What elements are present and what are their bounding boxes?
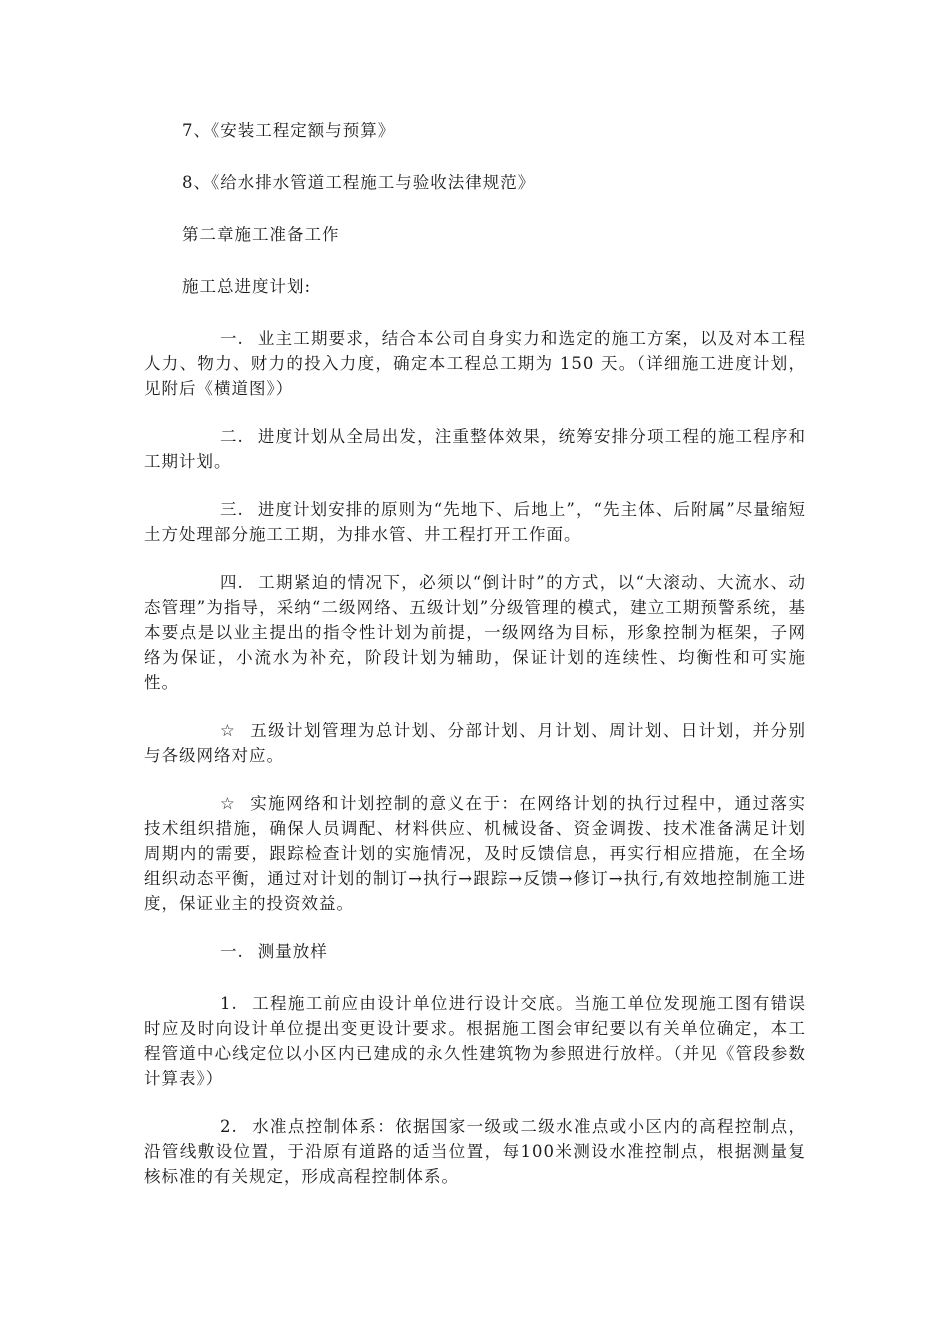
paragraph-text: 进度计划从全局出发，注重整体效果，统筹安排分项工程的施工程序和工期计划。 xyxy=(144,427,806,471)
schedule-point-1 xyxy=(144,326,806,401)
survey-point-1 xyxy=(144,991,806,1091)
paragraph-text: 测量放样 xyxy=(257,942,328,961)
paragraph-prefix: 一. xyxy=(220,329,244,348)
survey-point-2 xyxy=(144,1114,806,1189)
document-body xyxy=(144,118,806,1212)
star-point-five-level-plan xyxy=(144,718,806,768)
section-heading xyxy=(144,274,806,299)
paragraph-text: 水准点控制体系：依据国家一级或二级水准点或小区内的高程控制点，沿管线敷设位置，于沿原有道路的适当位置，每100米测设水准控制点，根据测量复核标准的有关规定，形成高程控制体系。 xyxy=(144,1117,806,1186)
schedule-point-2 xyxy=(144,424,806,474)
paragraph-text: 五级计划管理为总计划、分部计划、月计划、周计划、日计划，并分别与各级网络对应。 xyxy=(144,721,806,765)
paragraph-prefix: 二. xyxy=(220,427,244,446)
paragraph-text: 7、《安装工程定额与预算》 xyxy=(182,121,396,140)
paragraph-text: 第二章施工准备工作 xyxy=(182,225,340,244)
reference-item-8 xyxy=(144,170,806,195)
paragraph-prefix: 三. xyxy=(220,500,244,519)
schedule-point-4 xyxy=(144,570,806,695)
star-icon: ☆ xyxy=(220,721,236,740)
paragraph-text: 进度计划安排的原则为“先地下、后地上”，“先主体、后附属”尽量缩短土方处理部分施工工期，为排水管、井工程打开工作面。 xyxy=(144,500,806,544)
star-icon: ☆ xyxy=(220,794,236,813)
paragraph-prefix: 一. xyxy=(220,942,244,961)
chapter-heading xyxy=(144,222,806,247)
paragraph-text: 工程施工前应由设计单位进行设计交底。当施工单位发现施工图有错误时应及时向设计单位提出变更设计要求。根据施工图会审纪要以有关单位确定，本工程管道中心线定位以小区内已建成的永久性建筑物为参照进行放样。（并见《管段参数计算表》） xyxy=(144,994,806,1088)
paragraph-text: 实施网络和计划控制的意义在于：在网络计划的执行过程中，通过落实技术组织措施，确保人员调配、材料供应、机械设备、资金调拨、技术准备满足计划周期内的需要，跟踪检查计划的实施情况，及时反馈信息，再实行相应措施，在全场组织动态平衡，通过对计划的制订→执行→跟踪→反馈→修订→执行,有效地控制施工进度，保证业主的投资效益。 xyxy=(144,794,806,913)
paragraph-text: 施工总进度计划: xyxy=(182,277,312,296)
paragraph-prefix: 1. xyxy=(220,994,238,1013)
schedule-point-3 xyxy=(144,497,806,547)
survey-heading xyxy=(144,939,806,964)
paragraph-prefix: 四. xyxy=(220,573,244,592)
star-point-network-control xyxy=(144,791,806,916)
paragraph-text: 8、《给水排水管道工程施工与验收法律规范》 xyxy=(182,173,536,192)
paragraph-prefix: 2. xyxy=(220,1117,238,1136)
reference-item-7 xyxy=(144,118,806,143)
paragraph-text: 工期紧迫的情况下，必须以“倒计时”的方式，以“大滚动、大流水、动态管理”为指导，采纳“二级网络、五级计划”分级管理的模式，建立工期预警系统，基本要点是以业主提出的指令性计划为前提，一级网络为目标，形象控制为框架，子网络为保证，小流水为补充，阶段计划为辅助，保证计划的连续性、均衡性和可实施性。 xyxy=(144,573,806,692)
paragraph-text: 业主工期要求，结合本公司自身实力和选定的施工方案，以及对本工程人力、物力、财力的投入力度，确定本工程总工期为 150 天。（详细施工进度计划，见附后《横道图》） xyxy=(144,329,806,398)
